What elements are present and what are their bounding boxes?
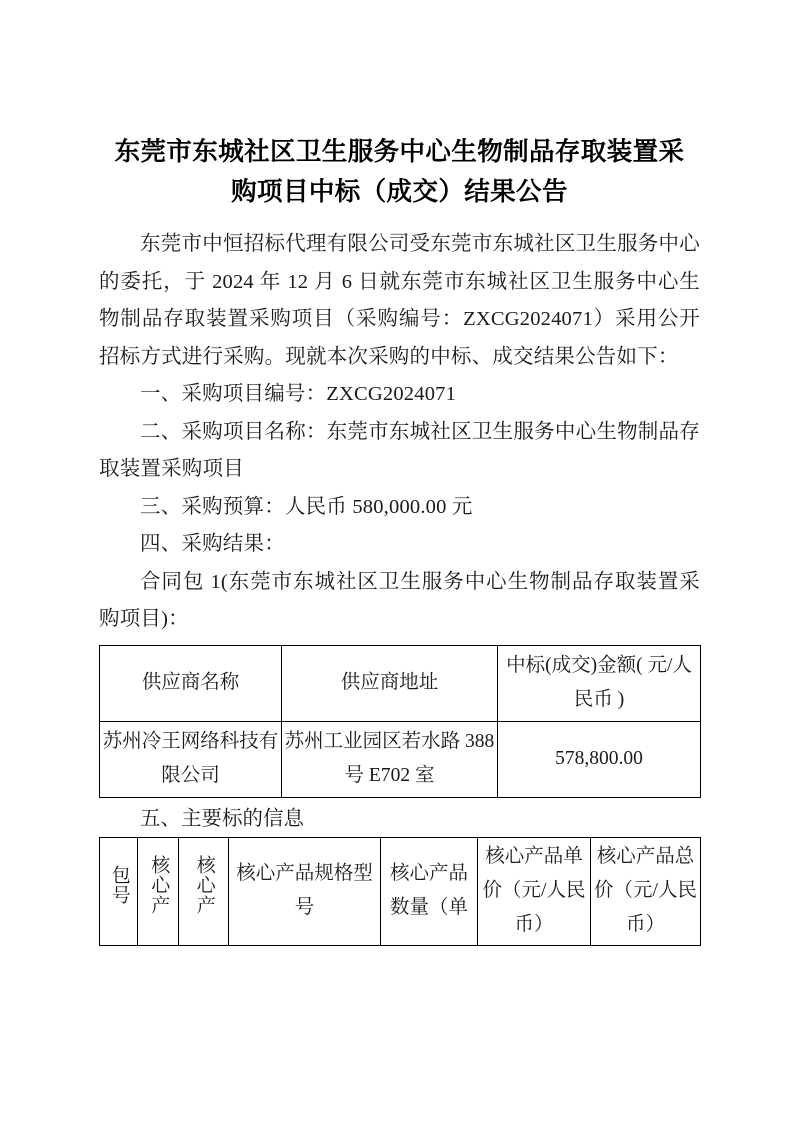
- section-project-number: 一、采购项目编号：ZXCG2024071: [140, 383, 457, 405]
- contract-package-line: 合同包 1(东莞市东城社区卫生服务中心生物制品存取装置采购项目)：: [99, 570, 700, 630]
- document-body: [99, 132, 700, 946]
- cell-supplier-name: 苏州冷王网络科技有限公司: [100, 721, 282, 797]
- column-header-core-product-quantity-text: 核心产品数量（单: [389, 863, 468, 918]
- column-header-core-product-total-price: [591, 837, 701, 945]
- column-header-supplier-name: 供应商名称: [100, 645, 282, 721]
- table-header-row: [100, 837, 701, 945]
- column-header-package-number: [100, 837, 138, 945]
- column-header-core-product-quantity: [381, 837, 478, 945]
- page-title: 东莞市东城社区卫生服务中心生物制品存取装置采购项目中标（成交）结果公告: [114, 137, 685, 206]
- column-header-supplier-address: 供应商地址: [282, 645, 498, 721]
- column-header-core-product-spec-model-text: 核心产品规格型号: [236, 863, 373, 918]
- table-header-row: [100, 645, 701, 721]
- award-result-table: [99, 645, 701, 798]
- table-row: [100, 721, 701, 797]
- section-subject-info-heading: 五、主要标的信息: [140, 807, 304, 830]
- cell-award-amount: 578,800.00: [498, 721, 701, 797]
- section-budget: 三、采购预算：人民币 580,000.00 元: [140, 495, 473, 518]
- column-header-core-product-b-text: 核心产: [193, 855, 215, 915]
- column-header-core-product-total-price-text: 核心产品总价（元/人民币）: [594, 846, 697, 935]
- column-header-core-product-a-text: 核心产: [148, 855, 170, 915]
- column-header-core-product-a: [138, 837, 179, 945]
- column-header-core-product-b: [179, 837, 229, 945]
- subject-info-table: [99, 837, 701, 946]
- cell-supplier-address: 苏州工业园区若水路 388 号 E702 室: [282, 721, 498, 797]
- section-project-name: 二、采购项目名称：东莞市东城社区卫生服务中心生物制品存取装置采购项目: [99, 420, 700, 480]
- column-header-core-product-unit-price-text: 核心产品单价（元/人民币）: [482, 846, 586, 935]
- column-header-core-product-spec-model: [229, 837, 381, 945]
- intro-paragraph: 东莞市中恒招标代理有限公司受东莞市东城社区卫生服务中心的委托，于 2024 年 12 月 6 日就东莞市东城社区卫生服务中心生物制品存取装置采购项目（采购编号：ZXCG2024071）采用公开招标方式进行采购。现就本次采购的中标、成交结果公告如下：: [99, 233, 700, 368]
- column-header-award-amount: 中标(成交)金额( 元/人民币 ): [498, 645, 701, 721]
- section-result: 四、采购结果：: [140, 533, 285, 555]
- column-header-package-number-text: 包号: [108, 865, 130, 905]
- column-header-core-product-unit-price: [478, 837, 591, 945]
